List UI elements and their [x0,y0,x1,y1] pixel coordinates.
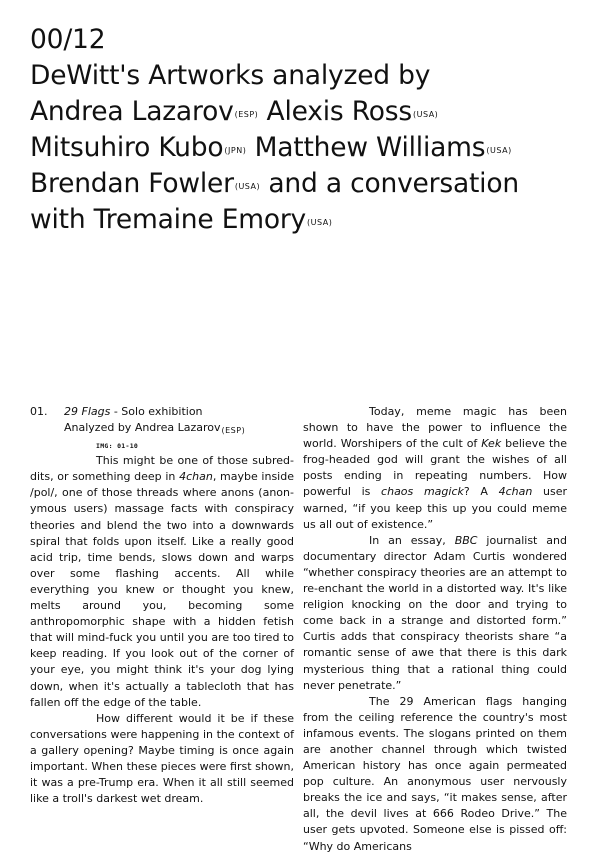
paragraph: The 29 American flags hanging from the ceiling reference the country's most infamous events. The slogans printed on them are another channel through which twisted American history has once again permeated pop culture. An anonymous user nervously breaks the ice and says, “it makes sense, after all, the devil lives at 666 Rodeo Drive.” The user gets upvoted. Someone else is pissed off: “Why do Americans [303,694,567,853]
headline-line-3 [30,130,570,166]
left-column [30,404,294,807]
headline-line-2 [30,94,570,130]
analyst-country: (ESP) [221,426,246,436]
image-reference: IMG: 01-10 [96,442,139,451]
author-name: Brendan Fowler [30,168,234,199]
author-name: Alexis Ross [258,96,412,127]
headline-line-4 [30,166,570,202]
author-country: (ESP) [234,110,259,119]
author-country: (USA) [486,146,512,155]
section-heading [30,404,294,436]
headline-line-5 [30,202,570,238]
exhibition-title: 29 Flags [64,405,111,418]
right-column [303,404,567,855]
paragraph: This might be one of those subreddits, or something deep in 4chan, maybe inside /pol/, one of those threads where anons (anonymous users) massage facts with conspiracy theories and blend the two into a downwards spiral that folds upon itself. Like a really good acid trip, time bends, slows down and warps over some flashing accents. All while everything you knew or thought you knew, melts around you, becoming some anthropomorphic shape with a hidden fetish that will mind-fuck you until you are too tired to keep reading. If you look out of the corner of your eye, you might think it's your dog lying down, when it's actually a tablecloth that has fallen off the edge of the table. [30,454,294,709]
page-number: 00/12 [30,24,106,55]
author-name: Matthew Williams [246,132,486,163]
analyzed-by: Analyzed by Andrea Lazarov [64,421,221,435]
author-country: (JPN) [224,146,247,155]
headline-line-1: DeWitt's Artworks analyzed by [30,60,431,91]
article-header [30,22,570,238]
section-title-block [64,404,294,436]
paragraph: In an essay, BBC journalist and documentary director Adam Curtis wondered “whether conspiracy theories are an attempt to re-enchant the world in a distorted way. It's like religion knocking on the door and trying to come back in a strange and distorted form.” Curtis adds that conspiracy theorists share “a romantic sense of awe that there is this dark mysterious thing that a rational thing could never penetrate.” [303,533,567,692]
author-country: (USA) [307,218,333,227]
headline-text: and a conversation [260,168,519,199]
author-country: (USA) [412,110,439,119]
author-country: (USA) [234,182,261,191]
section-number: 01. [30,405,48,418]
paragraph: Today, meme magic has been shown to have the power to influence the world. Worshipers of the cult of Kek believe the frog-headed god will grant the wishes of all posts ending in repeating numbers. How powerful is chaos magick? A 4chan user warned, “if you keep this up you could meme us all out of existence.” [303,405,568,531]
author-name: Andrea Lazarov [30,96,234,127]
paragraph: How different would it be if these conversations were happening in the context of a gallery opening? Maybe timing is once again important. When these pieces were first shown, it was a pre-Trump era. When it all still seemed like a troll's darkest wet dream. [30,711,294,806]
author-name: Mitsuhiro Kubo [30,132,224,163]
author-name: with Tremaine Emory [30,204,307,235]
exhibition-subtitle: - Solo exhibition [110,405,203,418]
